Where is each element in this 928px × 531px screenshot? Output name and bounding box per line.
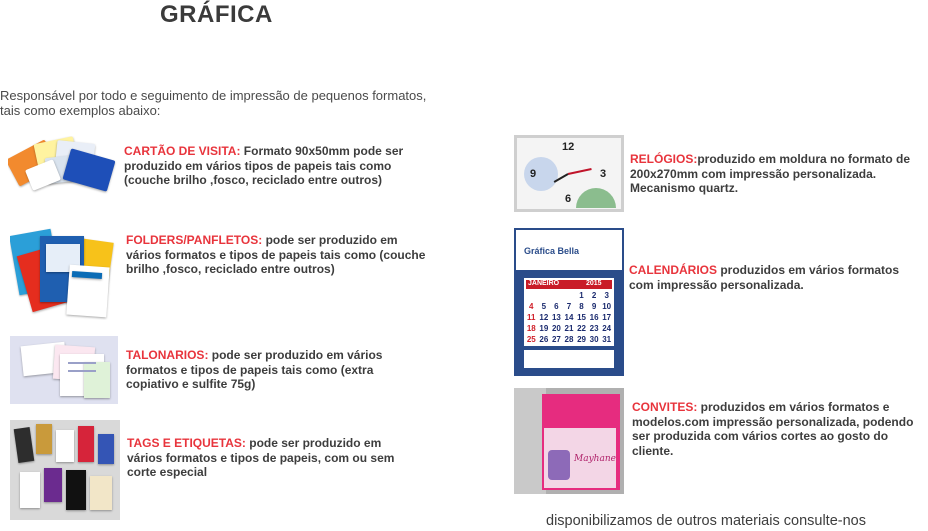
- calendar-image: [514, 228, 624, 376]
- clock-number-9: 9: [530, 168, 537, 180]
- item-relogios: RELÓGIOS:produzido em moldura no formato de 200x270mm com impressão personalizada. Mecanismo quartz.: [630, 152, 911, 195]
- intro-text: Responsável por todo e seguimento de impressão de pequenos formatos, tais como exemplos abaixo:: [0, 88, 427, 118]
- item-talonarios: TALONARIOS: pode ser produzido em vários formatos e tipos de papeis tais como (extra copiativo e sulfite 75g): [126, 348, 383, 391]
- item-folders-panfletos: FOLDERS/PANFLETOS: pode ser produzido em vários formatos e tipos de papeis tais como (couche brilho ,fosco, reciclado entre outros): [126, 233, 426, 276]
- flyers-image: [10, 222, 118, 320]
- calendar-grid: [525, 290, 613, 345]
- tags-image: [10, 420, 120, 520]
- page-title: GRÁFICA: [160, 1, 273, 28]
- calendar-brand: Gráfica Bella: [524, 246, 580, 256]
- item-calendarios: CALENDÁRIOS produzidos em vários formatos com impressão personalizada.: [629, 263, 900, 292]
- footer-note: disponibilizamos de outros materiais consulte-nos: [546, 513, 866, 529]
- calendar-week: 11 12 13 14 15 16 17: [527, 313, 612, 322]
- calendar-week: 18 19 20 21 22 23 24: [526, 324, 612, 333]
- calendar-month: JANEIRO: [528, 280, 560, 287]
- item-cartao-de-visita: CARTÃO DE VISITA: Formato 90x50mm pode ser produzido em vários tipos de papeis tais como (couche brilho ,fosco, reciclado entre outros): [124, 144, 404, 187]
- item-tags-etiquetas: TAGS E ETIQUETAS: pode ser produzido em vários formatos e tipos de papeis, com ou sem corte especial: [127, 436, 395, 479]
- invitation-image: [514, 388, 624, 494]
- business-cards-image: [8, 136, 120, 198]
- clock-number-12: 12: [562, 141, 575, 153]
- item-convites: CONVITES: produzidos em vários formatos e modelos.com impressão personalizada, podendo ser produzida com vários cortes ao gosto do cliente.: [632, 400, 914, 458]
- wall-clock-image: [514, 135, 624, 212]
- calendar-week: 1 2 3: [579, 291, 609, 300]
- calendar-week: 4 5 6 7 8 9 10: [529, 302, 612, 311]
- clock-number-6: 6: [565, 193, 572, 205]
- calendar-week: 25 26 27 28 29 30 31: [526, 335, 612, 344]
- invitation-name: Mayhane: [574, 454, 616, 464]
- calendar-year: 2015: [586, 280, 602, 287]
- receipt-pads-image: [10, 336, 118, 404]
- clock-number-3: 3: [600, 168, 607, 180]
